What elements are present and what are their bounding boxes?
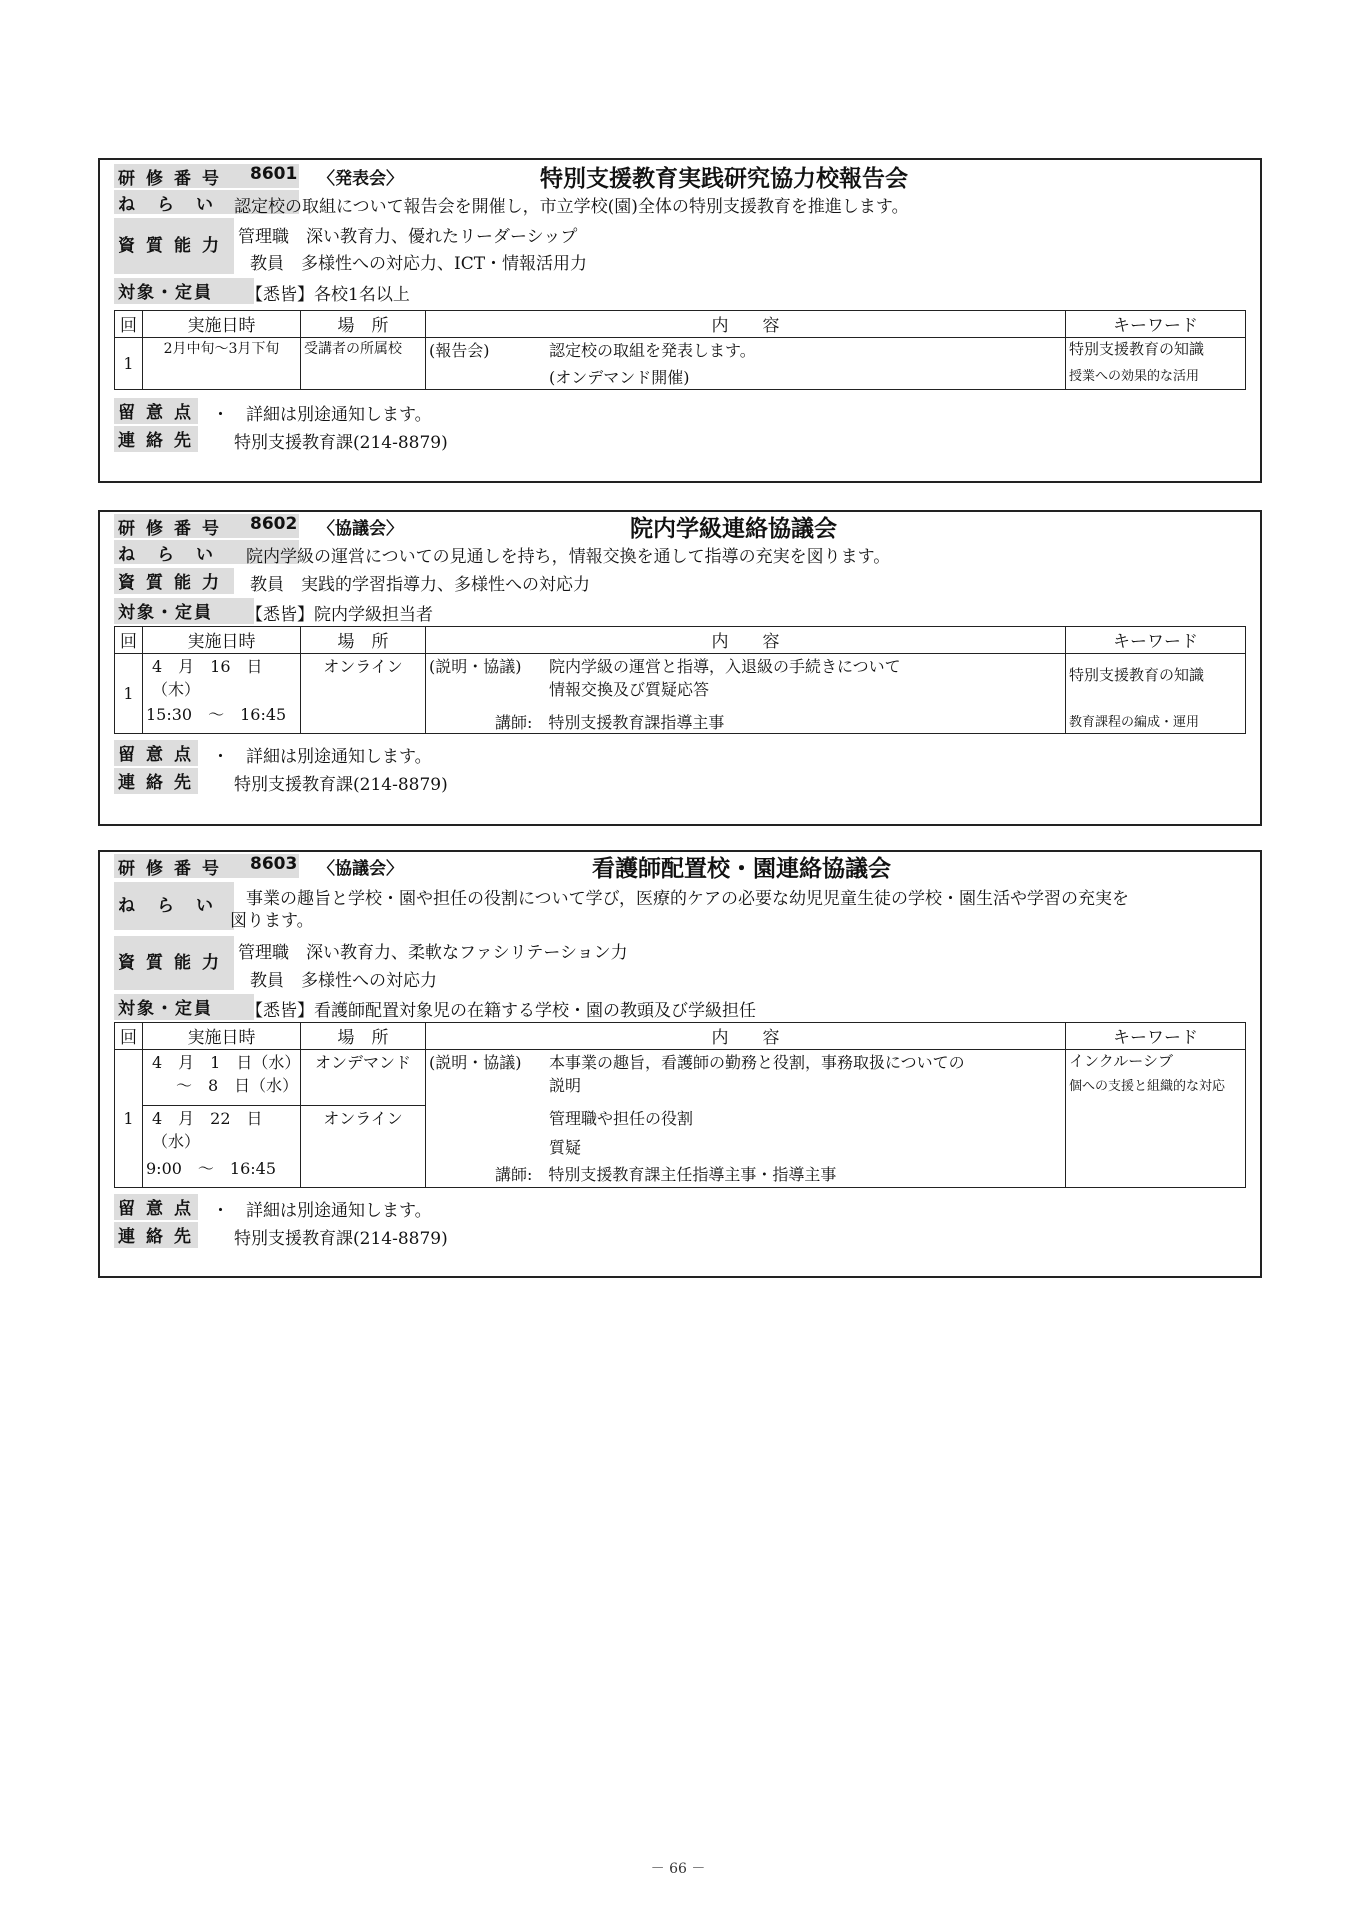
header-content: 内 容 [426,627,1066,654]
content-cell [426,338,1066,390]
header-keyword: キーワード [1066,311,1246,338]
round-cell: 1 [115,654,143,734]
schedule-table [114,626,1246,734]
page-number: － 66 － [650,1861,706,1877]
content-type: (説明・協議) [429,1053,522,1072]
competency-label: 資質能力 [114,568,234,594]
aim-label: ねらい [114,882,234,930]
course-no-label: 研修番号 [114,854,299,878]
content-type: (説明・協議) [429,657,522,676]
header-date: 実施日時 [143,627,301,654]
header-place: 場 所 [301,311,426,338]
header-round: 回 [115,627,143,654]
competency-line-1: 管理職 深い教育力、優れたリーダーシップ [238,227,578,247]
notes-label: 留意点 [114,398,198,424]
content-line: 本事業の趣旨，看護師の勤務と役割，事務取扱についての [549,1053,965,1072]
schedule-table [114,310,1246,390]
date-line: 15:30 〜 16:45 [146,705,287,724]
keyword-cell [1066,654,1246,734]
target-text: 【悉皆】看護師配置対象児の在籍する学校・園の教頭及び学級担任 [246,1001,756,1021]
course-kind: 〈協議会〉 [318,859,403,879]
date-line: 4 月 16 日（木） [152,657,263,699]
header-place: 場 所 [301,1023,426,1050]
keyword-cell [1066,1050,1246,1188]
place-cell: オンライン [301,654,426,734]
course-block-8602 [98,510,1262,826]
lecturer: 講師: 特別支援教育課主任指導主事・指導主事 [495,1165,837,1184]
aim-line-2: 図ります。 [230,911,314,931]
aim-line-1: 事業の趣旨と学校・園や担任の役割について学び，医療的ケアの必要な幼児児童生徒の学校・園生活や学習の充実を [246,889,1129,909]
schedule-table [114,1022,1246,1188]
content-line: 院内学級の運営と指導，入退級の手続きについて [549,657,901,676]
place-cell: 受講者の所属校 [301,338,426,390]
competency-line-2: 教員 多様性への対応力、ICT・情報活用力 [250,254,588,274]
header-content: 内 容 [426,1023,1066,1050]
content-cell [426,654,1066,734]
notes-label: 留意点 [114,1194,198,1220]
header-date: 実施日時 [143,311,301,338]
date-cell [143,654,301,734]
aim-label: ねらい [114,190,299,214]
contact-label: 連絡先 [114,1222,198,1248]
course-block-8603 [98,850,1262,1278]
header-keyword: キーワード [1066,627,1246,654]
course-kind: 〈発表会〉 [318,169,403,189]
content-cell [426,1050,1066,1188]
contact-text: 特別支援教育課(214-8879) [234,1229,448,1249]
keyword: 授業への効果的な活用 [1069,369,1200,384]
date-line: 4 月 1 日（水） [152,1053,301,1072]
aim-text: 院内学級の運営についての見通しを持ち，情報交換を通して指導の充実を図ります。 [246,547,891,567]
keyword: 個への支援と組織的な対応 [1069,1079,1226,1094]
competency-label: 資質能力 [114,218,234,274]
note-text: ・ 詳細は別途通知します。 [212,747,432,767]
note-text: ・ 詳細は別途通知します。 [212,1201,432,1221]
keyword: インクルーシブ [1069,1052,1173,1070]
aim-text: 認定校の取組について報告会を開催し，市立学校(園)全体の特別支援教育を推進します。 [234,197,909,217]
date-cell: 2月中旬〜3月下旬 [143,338,301,390]
keyword: 特別支援教育の知識 [1069,340,1205,358]
course-title: 院内学級連絡協議会 [630,516,837,542]
date-line: 〜 8 日（水） [176,1076,299,1095]
date-line: 4 月 22 日（水） [152,1109,263,1151]
course-no-label: 研修番号 [114,514,299,538]
contact-text: 特別支援教育課(214-8879) [234,433,448,453]
competency-line-1: 教員 実践的学習指導力、多様性への対応力 [250,575,590,595]
date-cell [143,1050,301,1106]
keyword: 教育課程の編成・運用 [1069,715,1200,730]
target-label: 対象・定員 [114,278,254,304]
note-text: ・ 詳細は別途通知します。 [212,405,432,425]
content-line: 説明 [549,1076,582,1095]
keyword: 特別支援教育の知識 [1069,666,1205,684]
header-content: 内 容 [426,311,1066,338]
header-round: 回 [115,1023,143,1050]
content-line: (オンデマンド開催) [549,368,690,387]
content-line: 認定校の取組を発表します。 [549,341,756,360]
course-number: 8603 [250,854,298,874]
header-keyword: キーワード [1066,1023,1246,1050]
target-text: 【悉皆】院内学級担当者 [246,605,433,625]
contact-text: 特別支援教育課(214-8879) [234,775,448,795]
aim-label: ねらい [114,540,299,564]
target-label: 対象・定員 [114,598,254,624]
competency-line-1: 管理職 深い教育力、柔軟なファシリテーション力 [238,943,628,963]
course-number: 8602 [250,514,298,534]
round-cell: 1 [115,338,143,390]
header-date: 実施日時 [143,1023,301,1050]
course-kind: 〈協議会〉 [318,519,403,539]
lecturer: 講師: 特別支援教育課指導主事 [495,713,725,732]
date-cell [143,1106,301,1188]
content-line: 質疑 [549,1138,582,1157]
target-text: 【悉皆】各校1名以上 [246,285,410,305]
keyword-cell [1066,338,1246,390]
place-cell: オンデマンド [301,1050,426,1106]
course-title: 特別支援教育実践研究協力校報告会 [540,166,908,192]
content-line: 情報交換及び質疑応答 [549,680,710,699]
date-line: 9:00 〜 16:45 [146,1159,277,1178]
notes-label: 留意点 [114,740,198,766]
course-no-label: 研修番号 [114,164,299,188]
header-round: 回 [115,311,143,338]
competency-label: 資質能力 [114,936,234,990]
content-type: (報告会) [429,341,490,360]
place-cell: オンライン [301,1106,426,1188]
target-label: 対象・定員 [114,994,254,1020]
header-place: 場 所 [301,627,426,654]
contact-label: 連絡先 [114,426,198,452]
course-block-8601 [98,158,1262,483]
content-line: 管理職や担任の役割 [549,1109,694,1128]
round-cell: 1 [115,1050,143,1188]
competency-line-2: 教員 多様性への対応力 [250,971,437,991]
course-title: 看護師配置校・園連絡協議会 [592,856,891,882]
contact-label: 連絡先 [114,768,198,794]
course-number: 8601 [250,164,298,184]
